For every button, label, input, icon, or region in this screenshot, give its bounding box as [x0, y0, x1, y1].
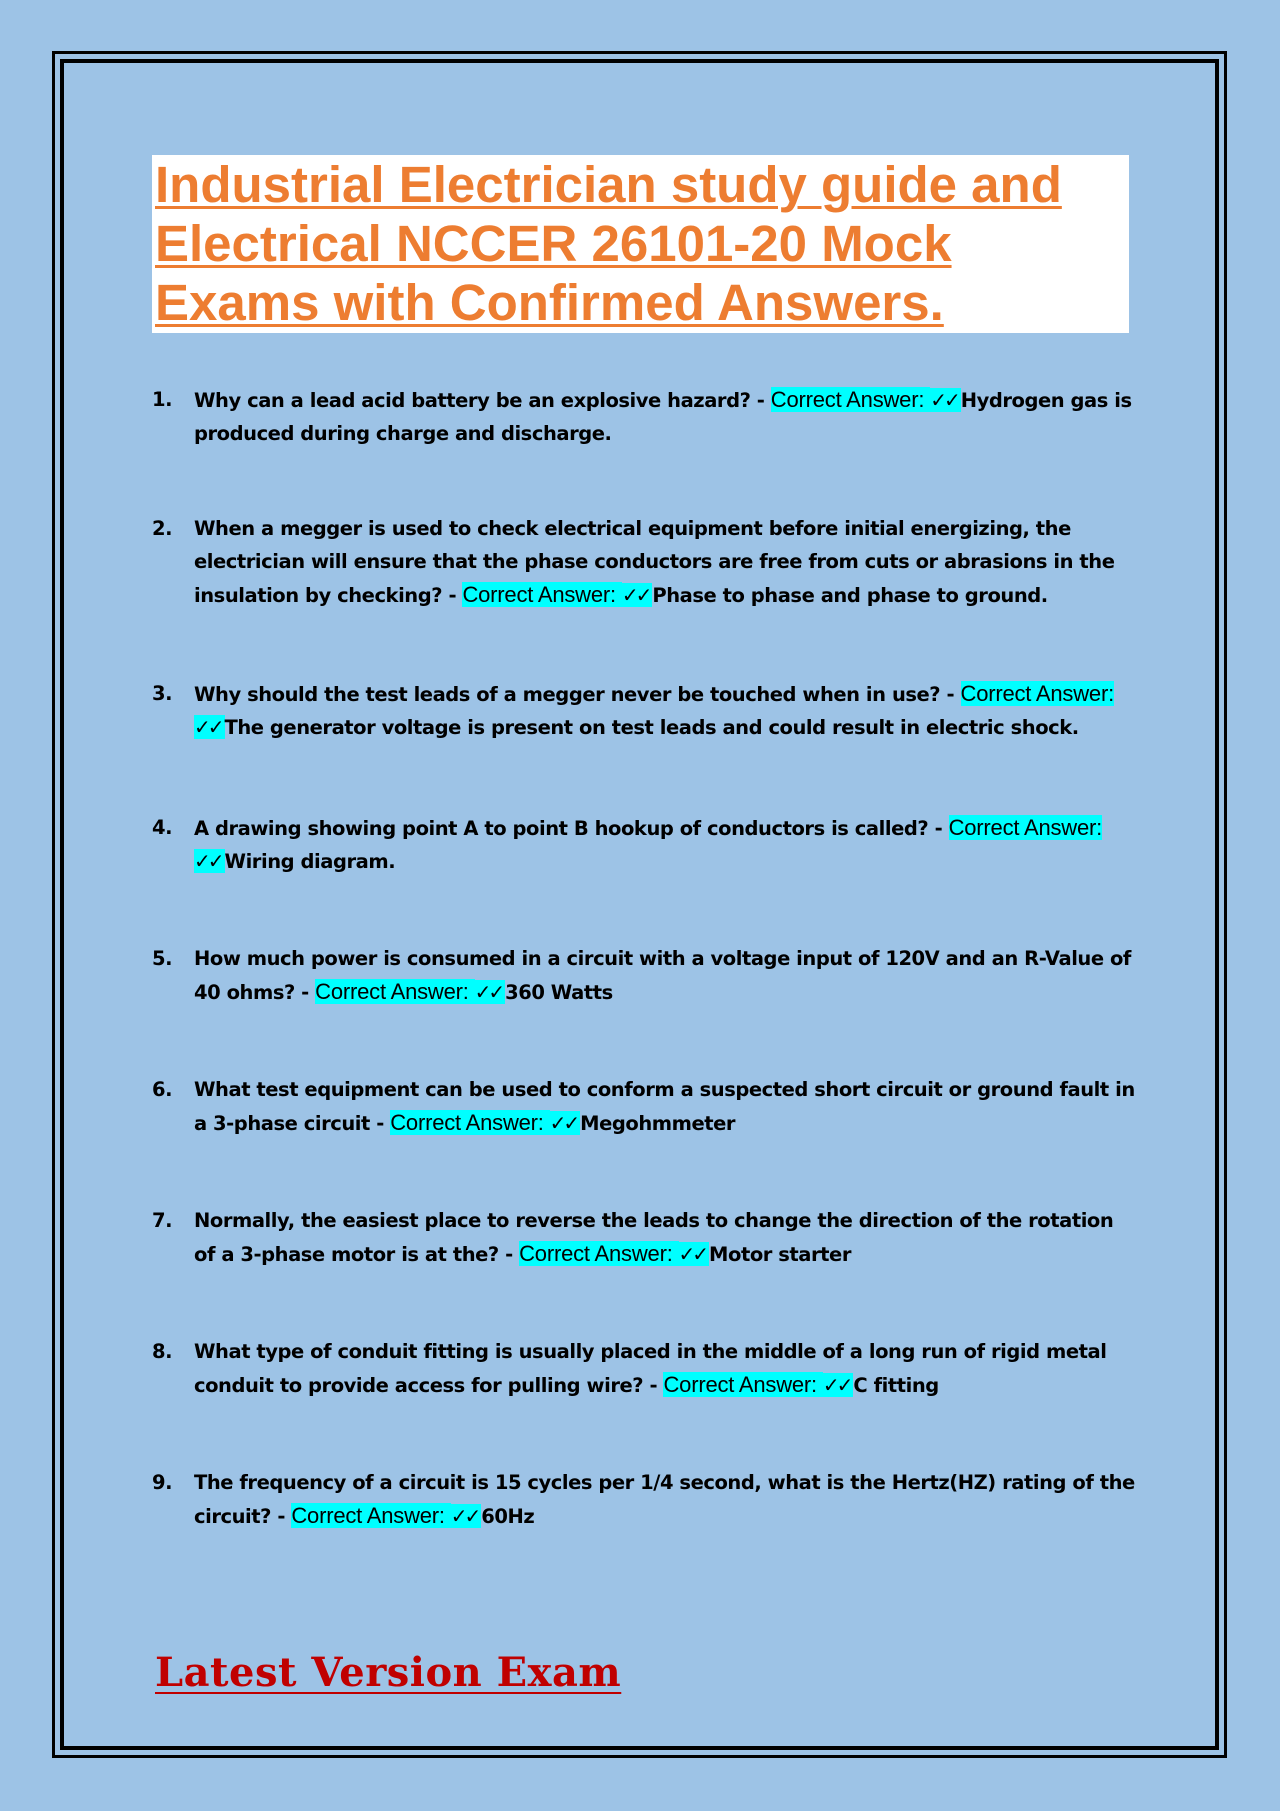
- question-text: How much power is consumed in a circuit with a voltage input of 120V and an R-Value of 40 ohms? -: [194, 947, 1131, 1004]
- question-number: 7.: [152, 1209, 173, 1232]
- question-number: 4.: [152, 816, 173, 839]
- question-text: Why should the test leads of a megger never be touched when in use? -: [194, 683, 961, 706]
- question-body: [194, 811, 1137, 878]
- question-item: [152, 512, 1137, 612]
- correct-answer-label: Correct Answer:: [315, 979, 469, 1004]
- question-number: 8.: [152, 1340, 173, 1363]
- correct-answer-label: Correct Answer:: [960, 681, 1114, 706]
- double-check-icon: ✓✓: [475, 980, 506, 1004]
- question-text: When a megger is used to check electrical equipment before initial energizing, the electrician will ensure that the phase conductors are free from cuts or abrasions in the insulation by checking? -: [194, 517, 1115, 607]
- question-item: [152, 1073, 1137, 1140]
- answer-text: Phase to phase and phase to ground.: [652, 584, 1048, 607]
- answer-text: Hydrogen gas is produced during charge and discharge.: [194, 389, 1132, 445]
- correct-answer-label: Correct Answer:: [770, 387, 925, 412]
- question-body: [194, 383, 1137, 450]
- double-check-icon: ✓✓: [622, 583, 653, 607]
- correct-answer-label: Correct Answer:: [948, 815, 1103, 840]
- answer-text: Motor starter: [709, 1243, 851, 1266]
- question-item: [152, 677, 1137, 744]
- question-item: [152, 1335, 1137, 1402]
- question-number: 2.: [152, 517, 173, 540]
- title-box: [152, 155, 1129, 333]
- question-body: [194, 1466, 1137, 1533]
- question-item: [152, 1204, 1137, 1271]
- question-body: [194, 512, 1137, 612]
- question-text: A drawing showing point A to point B hookup of conductors is called? -: [194, 817, 949, 840]
- double-check-icon: ✓✓: [679, 1242, 710, 1266]
- question-body: [194, 942, 1137, 1009]
- question-number: 9.: [152, 1471, 173, 1494]
- correct-answer-label: Correct Answer:: [663, 1372, 817, 1397]
- question-text: Normally, the easiest place to reverse the leads to change the direction of the rotation of a 3-phase motor is at the? -: [194, 1209, 1114, 1266]
- correct-answer-label: Correct Answer:: [462, 582, 616, 607]
- footer-title: Latest Version Exam: [155, 1649, 622, 1696]
- document-title: Industrial Electrician study guide and Electrical NCCER 26101-20 Mock Exams with Confirmed Answers.: [155, 156, 1062, 331]
- question-item: [152, 1466, 1137, 1533]
- double-check-icon: ✓✓: [930, 388, 961, 412]
- question-number: 5.: [152, 947, 173, 970]
- question-body: [194, 677, 1137, 744]
- answer-text: C fitting: [853, 1374, 939, 1397]
- answer-text: 360 Watts: [505, 981, 613, 1004]
- question-body: [194, 1335, 1137, 1402]
- answer-text: 60Hz: [481, 1505, 535, 1528]
- question-text: Why can a lead acid battery be an explosive hazard? -: [194, 389, 771, 412]
- question-item: [152, 383, 1137, 450]
- double-check-icon: ✓✓: [823, 1373, 854, 1397]
- question-text: The frequency of a circuit is 15 cycles per 1/4 second, what is the Hertz(HZ) rating of the circuit? -: [194, 1471, 1135, 1528]
- double-check-icon: ✓✓: [194, 715, 225, 739]
- correct-answer-label: Correct Answer:: [519, 1241, 673, 1266]
- question-number: 1.: [152, 388, 173, 411]
- double-check-icon: ✓✓: [194, 849, 225, 873]
- answer-text: Wiring diagram.: [224, 850, 396, 873]
- answer-text: Megohmmeter: [580, 1112, 736, 1135]
- question-body: [194, 1204, 1137, 1271]
- question-number: 3.: [152, 682, 173, 705]
- double-check-icon: ✓✓: [451, 1504, 482, 1528]
- question-item: [152, 811, 1137, 878]
- question-text: What test equipment can be used to conform a suspected short circuit or ground fault in a 3-phase circuit -: [194, 1078, 1135, 1135]
- correct-answer-label: Correct Answer:: [291, 1503, 445, 1528]
- double-check-icon: ✓✓: [550, 1111, 581, 1135]
- question-number: 6.: [152, 1078, 173, 1101]
- question-item: [152, 942, 1137, 1009]
- question-text: What type of conduit fitting is usually placed in the middle of a long run of rigid metal conduit to provide access for pulling wire? -: [194, 1340, 1107, 1397]
- answer-text: The generator voltage is present on test leads and could result in electric shock.: [224, 716, 1079, 739]
- correct-answer-label: Correct Answer:: [390, 1110, 544, 1135]
- question-body: [194, 1073, 1137, 1140]
